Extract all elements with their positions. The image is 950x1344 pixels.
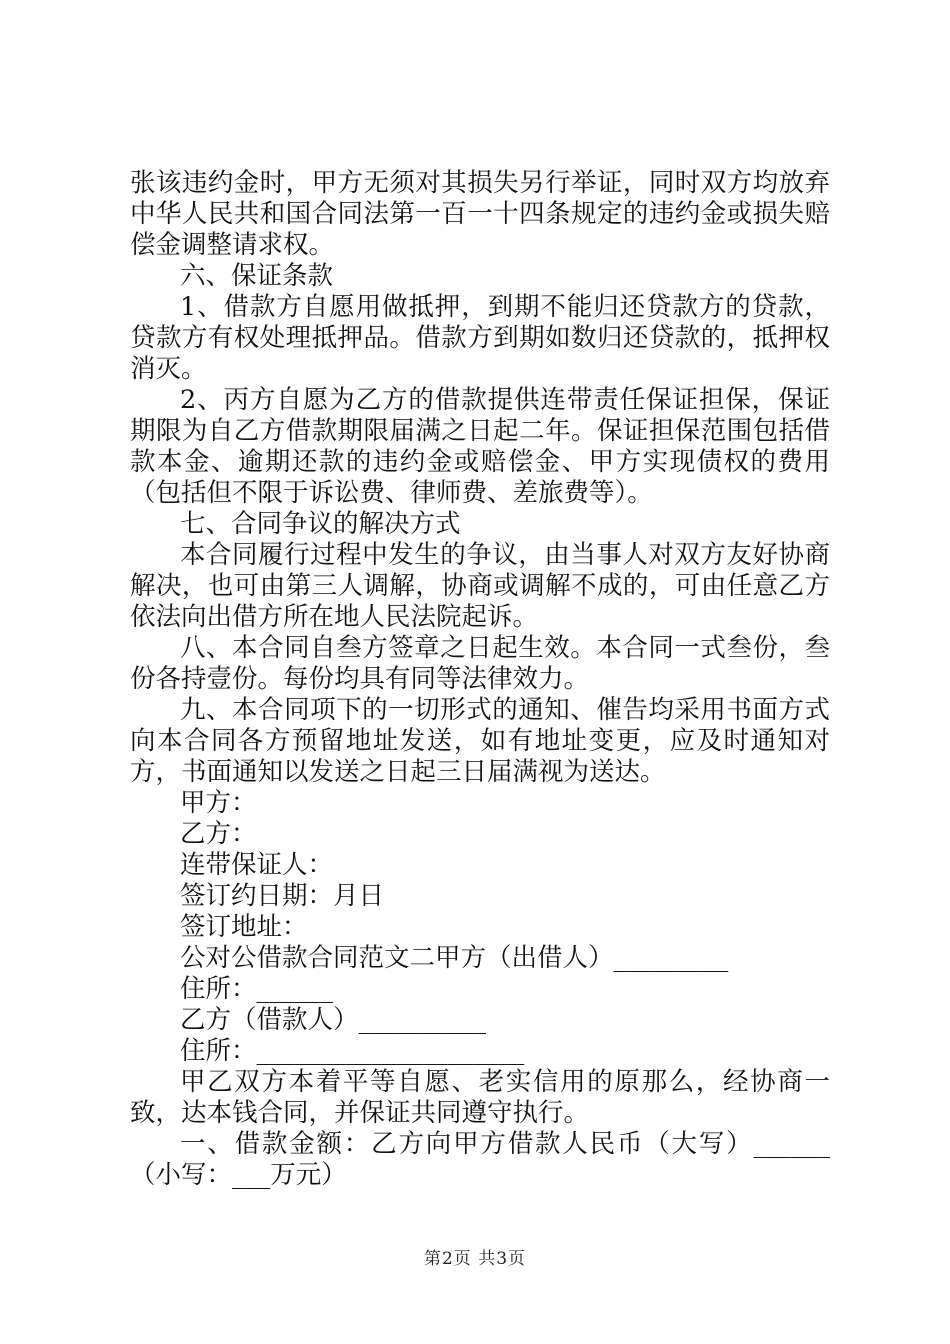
document-paragraph: 1、借款方自愿用做抵押，到期不能归还贷款方的贷款，贷款方有权处理抵押品。借款方到期如数归还贷款的，抵押权消灭。 <box>130 292 830 384</box>
document-paragraph: 张该违约金时，甲方无须对其损失另行举证，同时双方均放弃中华人民共和国合同法第一百一十四条规定的违约金或损失赔偿金调整请求权。 <box>130 168 830 260</box>
document-paragraph: 一、借款金额：乙方向甲方借款人民币（大写）______（小写：___万元） <box>130 1129 830 1190</box>
document-paragraph: 六、保证条款 <box>180 261 334 291</box>
document-paragraph: 签订约日期：月日 <box>180 881 385 911</box>
document-paragraph: 2、丙方自愿为乙方的借款提供连带责任保证担保，保证期限为自乙方借款期限届满之日起二年。保证担保范围包括借款本金、逾期还款的违约金或赔偿金、甲方实现债权的费用（包括但不限于诉讼费、律师费、差旅费等）。 <box>130 385 830 508</box>
document-paragraph: 乙方（借款人）__________ <box>180 1005 487 1035</box>
document-paragraph: 公对公借款合同范文二甲方（出借人）_________ <box>180 943 729 973</box>
document-paragraph: 住所：______ <box>180 974 334 1004</box>
document-paragraph: 签订地址： <box>180 912 308 942</box>
document-paragraph: 八、本合同自叁方签章之日起生效。本合同一式叁份，叁份各持壹份。每份均具有同等法律效力。 <box>130 633 830 694</box>
document-paragraph: 七、合同争议的解决方式 <box>180 509 461 539</box>
document-paragraph: 九、本合同项下的一切形式的通知、催告均采用书面方式向本合同各方预留地址发送，如有地址变更，应及时通知对方，书面通知以发送之日起三日届满视为送达。 <box>130 695 830 787</box>
document-paragraph: 甲乙双方本着平等自愿、老实信用的原那么，经协商一致，达本钱合同，并保证共同遵守执行。 <box>130 1067 830 1128</box>
document-paragraph: 连带保证人： <box>180 850 334 880</box>
document-paragraph: 本合同履行过程中发生的争议，由当事人对双方友好协商解决，也可由第三人调解，协商或调解不成的，可由任意乙方依法向出借方所在地人民法院起诉。 <box>130 540 830 632</box>
document-paragraph: 乙方： <box>180 819 257 849</box>
document-paragraph: 住所：_____________________ <box>180 1036 525 1066</box>
document-paragraph: 甲方： <box>180 788 257 818</box>
page-footer: 第2页 共3页 <box>423 1249 527 1269</box>
document-body <box>130 168 830 1191</box>
